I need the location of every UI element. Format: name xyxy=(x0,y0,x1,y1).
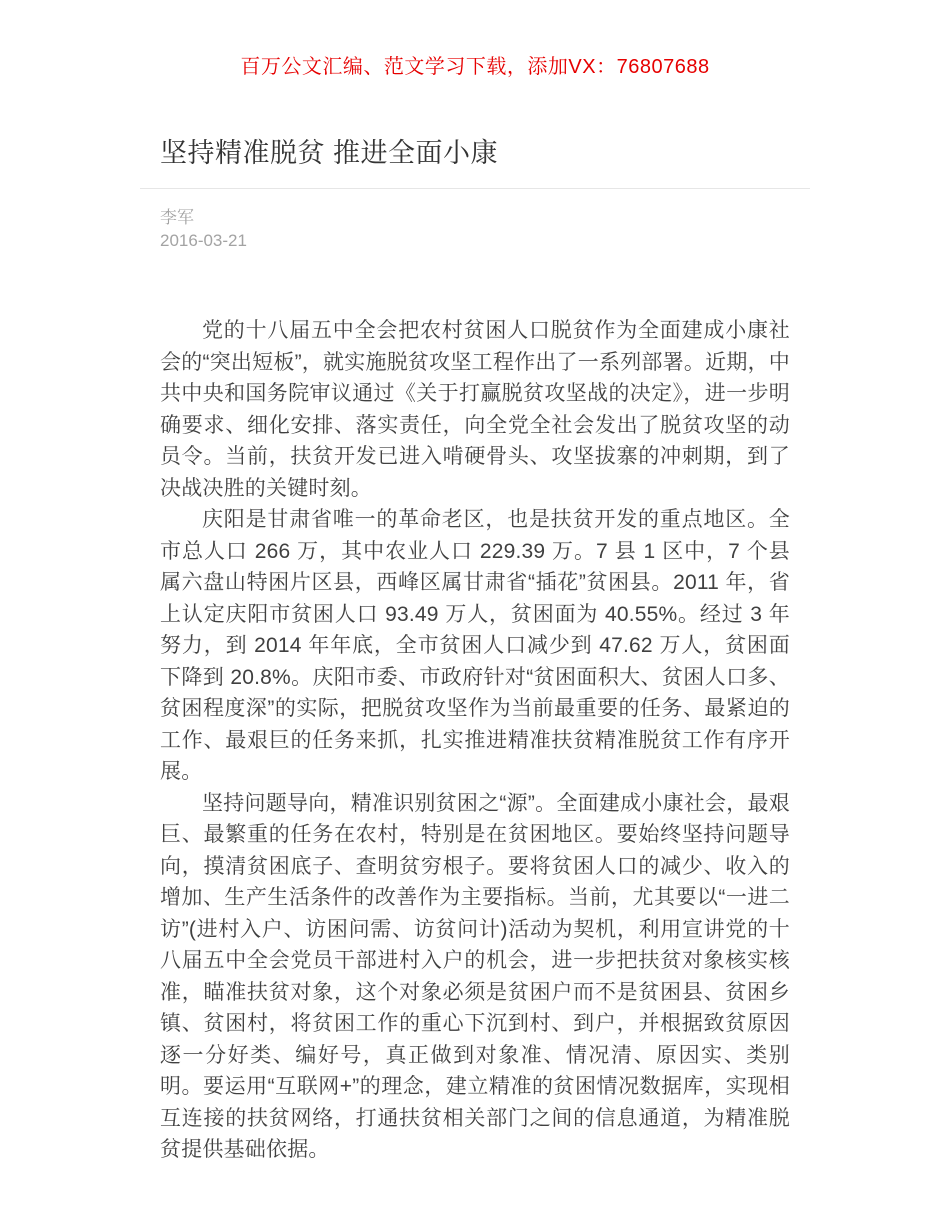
article xyxy=(140,137,810,1166)
paragraph-3: 坚持问题导向，精准识别贫困之“源”。全面建成小康社会，最艰巨、最繁重的任务在农村，特别是在贫困地区。要始终坚持问题导向，摸清贫困底子、查明贫穷根子。要将贫困人口的减少、收入的增加、生产生活条件的改善作为主要指标。当前，尤其要以“一进二访”(进村入户、访困问需、访贫问计)活动为契机，利用宣讲党的十八届五中全会党员干部进村入户的机会，进一步把扶贫对象核实核准，瞄准扶贫对象，这个对象必须是贫困户而不是贫困县、贫困乡镇、贫困村，将贫困工作的重心下沉到村、到户，并根据致贫原因逐一分好类、编好号，真正做到对象准、情况清、原因实、类别明。要运用“互联网+”的理念，建立精准的贫困情况数据库，实现相互连接的扶贫网络，打通扶贫相关部门之间的信息通道，为精准脱贫提供基础依据。 xyxy=(160,791,790,1162)
article-author: 李军 xyxy=(160,208,194,228)
paragraph-2: 庆阳是甘肃省唯一的革命老区，也是扶贫开发的重点地区。全市总人口 266 万，其中农业人口 229.39 万。7 县 1 区中，7 个县属六盘山特困片区县，西峰区属甘肃省“插花”贫困县。2011 年，省上认定庆阳市贫困人口 93.49 万人，贫困面为 40.55%。经过 3 年努力，到 2014 年年底，全市贫困人口减少到 47.62 万人，贫困面下降到 20.8%。庆阳市委、市政府针对“贫困面积大、贫困人口多、贫困程度深”的实际，把脱贫攻坚作为当前最重要的任务、最紧迫的工作、最艰巨的任务来抓，扎实推进精准扶贫精准脱贫工作有序开展。 xyxy=(160,508,790,784)
paragraph-1: 党的十八届五中全会把农村贫困人口脱贫作为全面建成小康社会的“突出短板”，就实施脱贫攻坚工程作出了一系列部署。近期，中共中央和国务院审议通过《关于打赢脱贫攻坚战的决定》，进一步明确要求、细化安排、落实责任，向全党全社会发出了脱贫攻坚的动员令。当前，扶贫开发已进入啃硬骨头、攻坚拔寨的冲刺期，到了决战决胜的关键时刻。 xyxy=(160,319,790,500)
article-date: 2016-03-21 xyxy=(160,231,247,251)
article-body xyxy=(140,315,810,1166)
title-divider xyxy=(140,188,810,189)
article-title: 坚持精准脱贫 推进全面小康 xyxy=(160,138,499,168)
promo-banner-text: 百万公文汇编、范文学习下载，添加VX：76807688 xyxy=(240,56,710,78)
article-meta xyxy=(140,206,810,252)
